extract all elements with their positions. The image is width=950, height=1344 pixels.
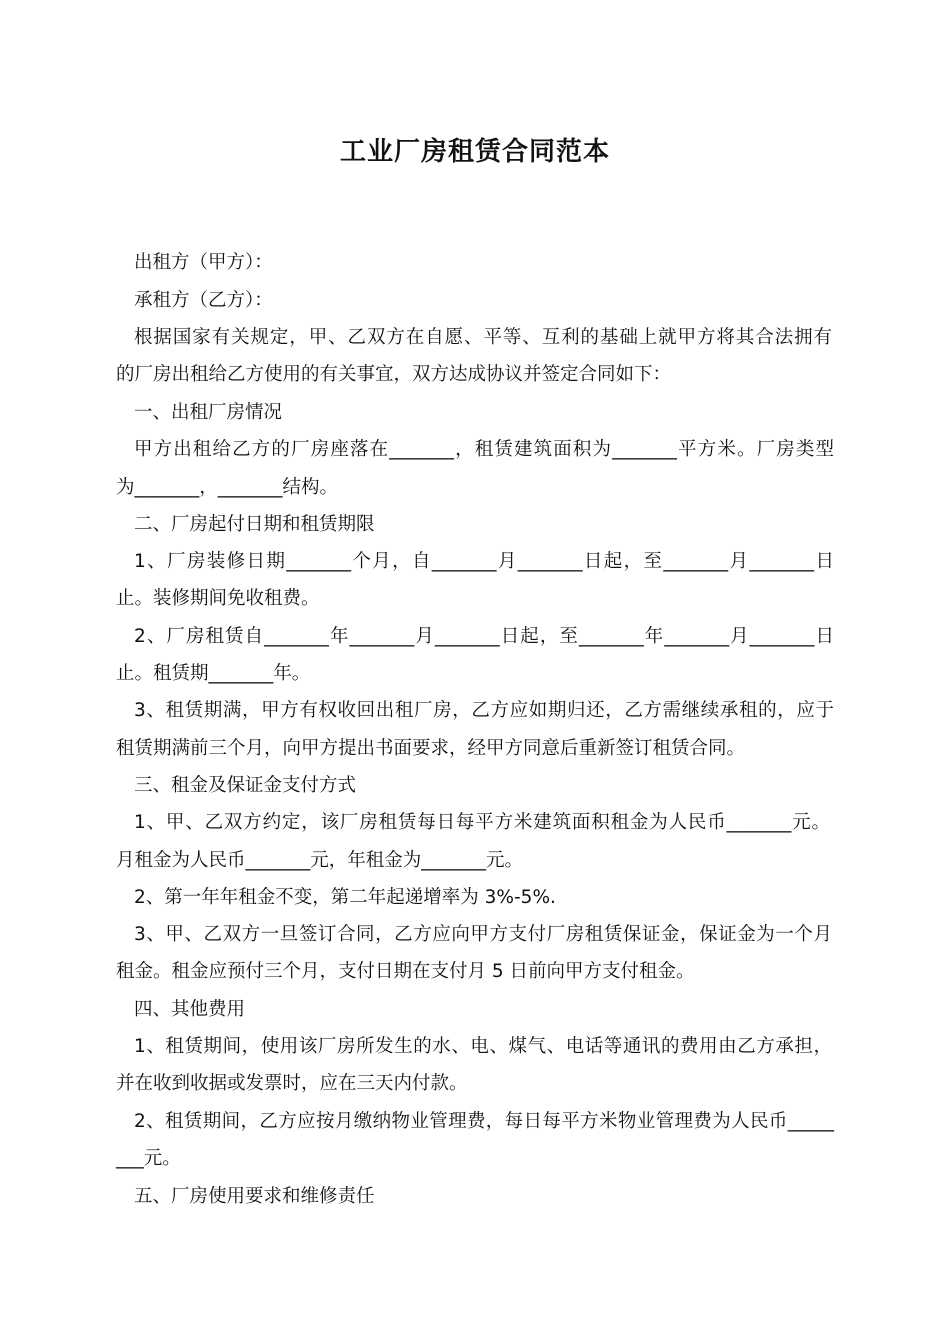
clause-3-3-line-2: 租金。租金应预付三个月，支付日期在支付月 5 日前向甲方支付租金。 [116,961,695,982]
clause-3-3-line-1: 3、甲、乙双方一旦签订合同，乙方应向甲方支付厂房租赁保证金，保证金为一个月 [134,924,832,945]
clause-2-2-line-1: 2、厂房租赁自_______年_______月_______日起，至_______年_______月_______日 [134,626,834,647]
lessee-line: 承租方（乙方）： [134,290,273,311]
section-heading-2: 二、厂房起付日期和租赁期限 [134,514,375,535]
section-heading-3: 三、租金及保证金支付方式 [134,775,357,796]
clause-2-3-line-1: 3、租赁期满，甲方有权收回出租厂房，乙方应如期归还，乙方需继续承租的，应于 [134,700,834,721]
lessor-line: 出租方（甲方）： [134,252,273,273]
clause-4-2-line-2: ___元。 [116,1148,181,1169]
section-heading-5: 五、厂房使用要求和维修责任 [134,1186,375,1207]
clause-4-2-line-1: 2、租赁期间，乙方应按月缴纳物业管理费，每日每平方米物业管理费为人民币_____ [134,1111,834,1132]
clause-2-1-line-2: 止。装修期间免收租费。 [116,588,320,609]
clause-2-1-line-1: 1、厂房装修日期_______个月，自_______月_______日起，至_______月_______日 [134,551,834,572]
clause-4-1-line-1: 1、租赁期间，使用该厂房所发生的水、电、煤气、电话等通讯的费用由乙方承担， [134,1036,832,1057]
clause-2-2-line-2: 止。租赁期_______年。 [116,663,311,684]
section-heading-4: 四、其他费用 [134,999,246,1020]
clause-3-1-line-2: 月租金为人民币_______元，年租金为_______元。 [116,850,524,871]
preamble-line-1: 根据国家有关规定，甲、乙双方在自愿、平等、互利的基础上就甲方将其合法拥有 [134,327,832,348]
document-title: 工业厂房租赁合同范本 [339,137,610,167]
preamble-line-2: 的厂房出租给乙方使用的有关事宜，双方达成协议并签定合同如下： [116,364,672,385]
section-heading-1: 一、出租厂房情况 [134,402,283,423]
clause-4-1-line-2: 并在收到收据或发票时，应在三天内付款。 [116,1073,468,1094]
clause-2-3-line-2: 租赁期满前三个月，向甲方提出书面要求，经甲方同意后重新签订租赁合同。 [116,738,746,759]
clause-1-line-1: 甲方出租给乙方的厂房座落在_______，租赁建筑面积为_______平方米。厂房类型 [134,439,834,460]
clause-1-line-2: 为_______，_______结构。 [116,477,339,498]
clause-3-2: 2、第一年年租金不变，第二年起递增率为 3%-5%. [134,887,556,908]
clause-3-1-line-1: 1、甲、乙双方约定，该厂房租赁每日每平方米建筑面积租金为人民币_______元。 [134,812,830,833]
